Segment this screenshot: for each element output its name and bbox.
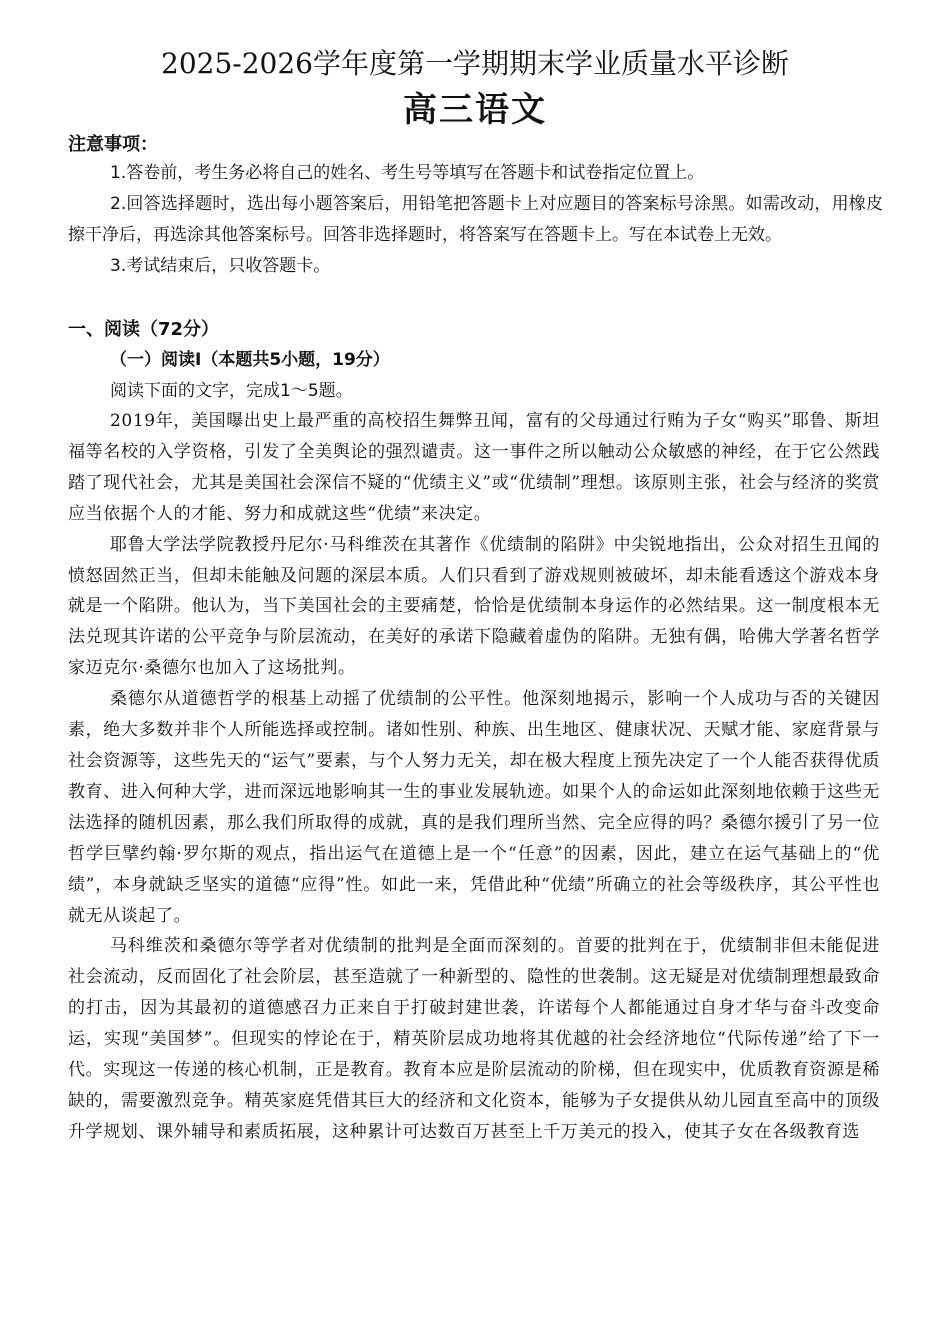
- subject-title: 高三语文: [403, 90, 547, 130]
- passage-paragraph: 耶鲁大学法学院教授丹尼尔·马科维茨在其著作《优绩制的陷阱》中尖锐地指出，公众对招生丑闻的愤怒固然正当，但却未能触及问题的深层本质。人们只看到了游戏规则被破坏，却未能看透这个游戏本身就是一个陷阱。他认为，当下美国社会的主要痛楚，恰恰是优绩制本身运作的必然结果。这一制度根本无法兑现其许诺的公平竞争与阶层流动，在美好的承诺下隐藏着虚伪的陷阱。无独有偶，哈佛大学著名哲学家迈克尔·桑德尔也加入了这场批判。: [68, 534, 880, 679]
- exam-title: 2025-2026学年度第一学期期末学业质量水平诊断: [161, 47, 789, 80]
- reading-passage: [68, 406, 880, 1148]
- reading-instruction: 阅读下面的文字，完成1～5题。: [110, 381, 353, 401]
- notice-heading: 注意事项：: [68, 134, 158, 155]
- notice-item: 1.答卷前，考生务必将自己的姓名、考生号等填写在答题卡和试卷指定位置上。: [110, 163, 705, 183]
- notice-item: 2.回答选择题时，选出每小题答案后，用铅笔把答题卡上对应题目的答案标号涂黑。如需改动，用橡皮擦干净后，再选涂其他答案标号。回答非选择题时，将答案写在答题卡上。写在本试卷上无效。: [68, 194, 883, 245]
- passage-paragraph: 马科维茨和桑德尔等学者对优绩制的批判是全面而深刻的。首要的批判在于，优绩制非但未能促进社会流动，反而固化了社会阶层，甚至造就了一种新型的、隐性的世袭制。这无疑是对优绩制理想最致命的打击，因为其最初的道德感召力正来自于打破封建世袭，许诺每个人都能通过自身才华与奋斗改变命运，实现“美国梦”。但现实的悖论在于，精英阶层成功地将其优越的社会经济地位“代际传递”给了下一代。实现这一传递的核心机制，正是教育。教育本应是阶层流动的阶梯，但在现实中，优质教育资源是稀缺的，需要激烈竞争。精英家庭凭借其巨大的经济和文化资本，能够为子女提供从幼儿园直至高中的顶级升学规划、课外辅导和素质拓展，这种累计可达数百万甚至上千万美元的投入，使其子女在各级教育选: [68, 936, 880, 1142]
- passage-paragraph: 桑德尔从道德哲学的根基上动摇了优绩制的公平性。他深刻地揭示，影响一个人成功与否的关键因素，绝大多数并非个人所能选择或控制。诸如性别、种族、出生地区、健康状况、天赋才能、家庭背景与社会资源等，这些先天的“运气”要素，与个人努力无关，却在极大程度上预先决定了一个人能否获得优质教育、进入何种大学，进而深远地影响其一生的事业发展轨迹。如果个人的命运如此深刻地依赖于这些无法选择的随机因素，那么我们所取得的成就，真的是我们理所当然、完全应得的吗？桑德尔援引了另一位哲学巨擘约翰·罗尔斯的观点，指出运气在道德上是一个“任意”的因素，因此，建立在运气基础上的“优绩”，本身就缺乏坚实的道德“应得”性。如此一来，凭借此种“优绩”所确立的社会等级秩序，其公平性也就无从谈起了。: [68, 689, 880, 926]
- passage-paragraph: 2019年，美国曝出史上最严重的高校招生舞弊丑闻，富有的父母通过行贿为子女“购买”耶鲁、斯坦福等名校的入学资格，引发了全美舆论的强烈谴责。这一事件之所以触动公众敏感的神经，在于它公然践踏了现代社会，尤其是美国社会深信不疑的“优绩主义”或“优绩制”理想。该原则主张，社会与经济的奖赏应当依据个人的才能、努力和成就这些“优绩”来决定。: [68, 411, 880, 524]
- section-heading: 一、阅读（72分）: [68, 319, 220, 340]
- subsection-heading: （一）阅读Ⅰ（本题共5小题，19分）: [110, 350, 390, 370]
- notice-list: [68, 158, 883, 282]
- notice-item: 3.考试结束后，只收答题卡。: [110, 256, 331, 276]
